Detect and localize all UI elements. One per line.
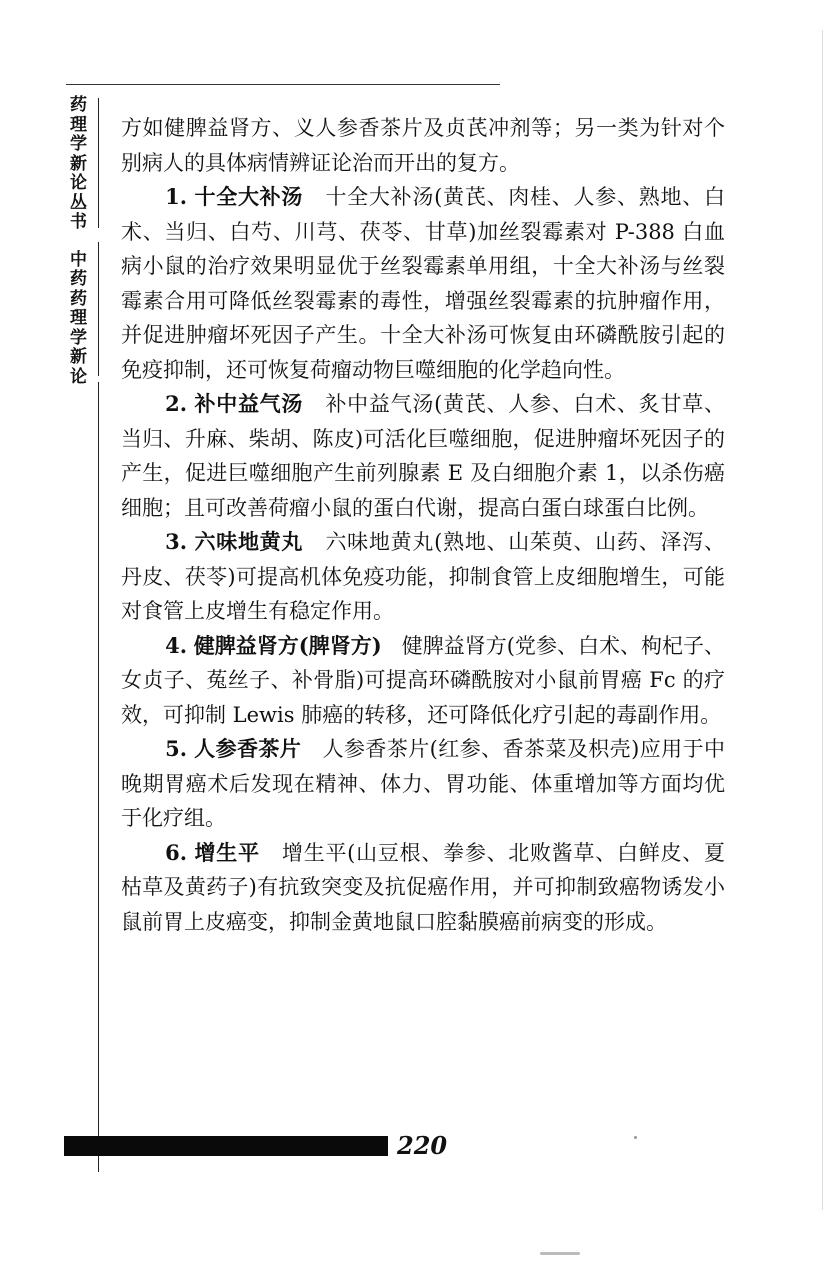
series-title: 药理学新论丛书 xyxy=(70,95,87,232)
item-paragraph-6 xyxy=(121,836,725,940)
item-title-3: 六味地黄丸 xyxy=(194,529,304,554)
item-title-4: 健脾益肾方(脾肾方) xyxy=(193,632,382,658)
item-title-6: 增生平 xyxy=(194,839,260,865)
intro-paragraph: 方如健脾益肾方、义人参香茶片及贞芪冲剂等；另一类为针对个别病人的具体病情辨证论治而开出的复方。 xyxy=(121,116,725,175)
item-number-5: 5. xyxy=(165,736,188,761)
item-paragraph-4 xyxy=(121,629,725,733)
side-title-gap xyxy=(70,233,90,251)
item-text-3: 六味地黄丸(熟地、山茱萸、山药、泽泻、丹皮、茯苓)可提高机体免疫功能，抑制食管上皮细胞增生，可能对食管上皮增生有稳定作用。 xyxy=(121,530,725,623)
side-running-head xyxy=(60,96,104,1166)
item-paragraph-1 xyxy=(121,180,725,387)
item-text-5: 人参香茶片(红参、香茶菜及枳壳)应用于中晚期胃癌术后发现在精神、体力、胃功能、体重增加等方面均优于化疗组。 xyxy=(121,737,725,830)
side-title xyxy=(70,96,90,387)
book-title: 中药药理学新论 xyxy=(70,249,87,387)
footer-bar xyxy=(64,1136,388,1156)
scan-speck xyxy=(822,30,823,1210)
scan-speck xyxy=(634,1136,637,1139)
side-rule-3 xyxy=(98,382,99,1172)
item-text-2: 补中益气汤(黄芪、人参、白术、炙甘草、当归、升麻、柴胡、陈皮)可活化巨噬细胞，促进肿瘤坏死因子的产生，促进巨噬细胞产生前列腺素 E 及白细胞介素 1，以杀伤癌细胞；且可改善荷瘤小鼠的蛋白代谢，提高白蛋白球蛋白比例。 xyxy=(121,392,725,520)
item-paragraph-2 xyxy=(121,387,725,525)
item-number-2: 2. xyxy=(165,391,188,416)
item-number-1: 1. xyxy=(165,184,188,209)
item-number-3: 3. xyxy=(165,529,188,554)
item-paragraph-3 xyxy=(121,525,725,629)
item-text-1: 十全大补汤(黄芪、肉桂、人参、熟地、白术、当归、白芍、川芎、茯苓、甘草)加丝裂霉素对 P-388 白血病小鼠的治疗效果明显优于丝裂霉素单用组，十全大补汤与丝裂霉素合用可降低丝裂霉素的毒性，增强丝裂霉素的抗肿瘤作用，并促进肿瘤坏死因子产生。十全大补汤可恢复由环磷酰胺引起的免疫抑制，还可恢复荷瘤动物巨噬细胞的化学趋向性。 xyxy=(121,185,725,382)
item-text-4: 健脾益肾方(党参、白术、枸杞子、女贞子、菟丝子、补骨脂)可提高环磷酰胺对小鼠前胃癌 Fc 的疗效，可抑制 Lewis 肺癌的转移，还可降低化疗引起的毒副作用。 xyxy=(121,633,725,727)
item-title-5: 人参香茶片 xyxy=(194,736,302,761)
side-rule-2 xyxy=(98,242,99,376)
scan-speck xyxy=(540,1252,580,1255)
item-number-4: 4. xyxy=(165,632,188,658)
body-text xyxy=(121,111,725,939)
item-number-6: 6. xyxy=(165,839,188,865)
top-rule xyxy=(66,84,500,85)
item-title-2: 补中益气汤 xyxy=(194,391,304,416)
page-number: 220 xyxy=(397,1131,448,1160)
item-title-1: 十全大补汤 xyxy=(194,184,304,209)
item-text-6: 增生平(山豆根、拳参、北败酱草、白鲜皮、夏枯草及黄药子)有抗致突变及抗促癌作用，并可抑制致癌物诱发小鼠前胃上皮癌变，抑制金黄地鼠口腔黏膜癌前病变的形成。 xyxy=(121,840,725,934)
item-paragraph-5 xyxy=(121,732,725,836)
side-rule-1 xyxy=(98,98,99,228)
